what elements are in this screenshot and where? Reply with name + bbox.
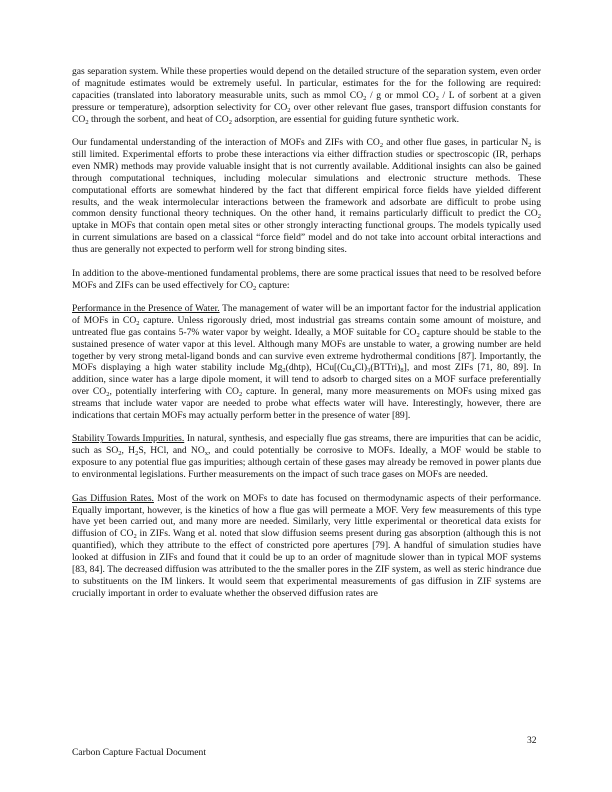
footer-document-title: Carbon Capture Factual Document	[72, 747, 207, 758]
page-number: 32	[527, 735, 537, 746]
paragraph-impurities-text: In natural, synthesis, and especially flue gas streams, there are impurities that can be acidic, such as $SO_2$, $H_2S$, HCl, and $NO_x$, and could potentially be corrosive to MOFs. Ideally, a MOF would be stable to exposure to any potential flue gas impurities; although certain of these gases may already be removed in power plants due to environmental legislations. Further measurements on the impact of such trace gases on MOFs are needed.	[72, 433, 542, 481]
section-heading-impurities: Stability Towards Impurities.	[72, 433, 185, 445]
section-heading-water: Performance in the Presence of Water.	[72, 302, 220, 314]
paragraph-1-text: gas separation system. While these properties would depend on the detailed structure of the separation system, even order of magnitude estimates would be extremely useful. In particular, estimates for the for the following are required: capacities (translated into laboratory measurable units, such as mmol $CO_2$ / g or mmol $CO_2$ / L of sorbent at a given pressure or temperature), adsorption selectivity for $CO_2$ over other relevant flue gases, transport diffusion constants for $CO_2$ through the sorbent, and heat of $CO_2$ adsorption, are essential for guiding future synthetic work.	[72, 66, 541, 126]
paragraph-3	[72, 268, 541, 292]
paragraph-diffusion	[72, 493, 541, 600]
paragraph-diffusion-text: Most of the work on MOFs to date has focused on thermodynamic aspects of their performance. Equally important, however, is the kinetics of how a flue gas will permeate a MOF. Very few measurements of this type have yet been carried out, and many more are needed. Similarly, very little experimental or theoretical data exists for diffusion of $CO_2$ in ZIFs. Wang et al. noted that slow diffusion seems present during gas absorption (although this is not quantified), which they attribute to the effect of constricted pore apertures [79]. A handful of simulation studies have looked at diffusion in ZIFs and found that it could be up to an order of magnitude slower than in typical MOF systems [83, 84]. The decreased diffusion was attributed to the the smaller pores in the ZIF system, as well as steric hindrance due to substituents on the IM linkers. It would seem that experimental measurements of gas diffusion in ZIF systems are crucially important in order to evaluate whether the observed diffusion rates are	[72, 492, 542, 599]
paragraph-2-text: Our fundamental understanding of the interaction of MOFs and ZIFs with $CO_2$ and other flue gases, in particular $N_2$ is still limited. Experimental efforts to probe these interactions via either diffraction studies or spectroscopic (IR, perhaps even NMR) methods may provide valuable insight that is not currently available. Additional insights can also be gained through computational techniques, including molecular simulations and electronic structure methods. These computational efforts are somewhat hindered by the fact that different empirical force fields have yielded different results, and the weak intermolecular interactions between the framework and adsorbate are difficult to probe using common density functional theory techniques. On the other hand, it remains particularly difficult to predict the $CO_2$ uptake in MOFs that contain open metal sites or other strongly interacting functional groups. The models typically used in current simulations are based on a classical “force field” model and do not take into account orbital interactions and thus are generally not expected to perform well for strong binding sites.	[72, 137, 541, 256]
paragraph-impurities	[72, 433, 541, 481]
section-heading-diffusion: Gas Diffusion Rates.	[72, 492, 154, 504]
paragraph-1	[72, 66, 541, 126]
paragraph-water-text: The management of water will be an important factor for the industrial application of MOFs in $CO_2$ capture. Unless rigorously dried, most industrial gas streams contain some amount of moisture, and untreated flue gas contains 5-7% water vapor by weight. Ideally, a MOF suitable for $CO_2$ capture should be stable to the sustained presence of water vapor at this level. Although many MOFs are unstable to water, a growing number are held together by very strong metal-ligand bonds and can survive even extreme hydrothermal conditions [87]. Importantly, the MOFs displaying a high water stability include $Mg_2(dhtp)$, $HCu[(Cu_4Cl)_3(BTTri)_8]$, and most ZIFs [71, 80, 89]. In addition, since water has a large dipole moment, it will tend to adsorb to charged sites on a MOF surface preferentially over $CO_2$, potentially interfering with $CO_2$ capture. In general, many more measurements on MOFs using mixed gas streams that include water vapor are needed to probe what effects water will have. Interestingly, however, there are indications that certain MOFs may actually perform better in the presence of water [89].	[72, 302, 542, 422]
paragraph-water	[72, 303, 541, 422]
paragraph-2	[72, 137, 541, 256]
page-body	[72, 66, 541, 611]
paragraph-3-text: In addition to the above-mentioned fundamental problems, there are some practical issues that need to be resolved before MOFs and ZIFs can be used effectively for $CO_2$ capture:	[72, 267, 541, 292]
